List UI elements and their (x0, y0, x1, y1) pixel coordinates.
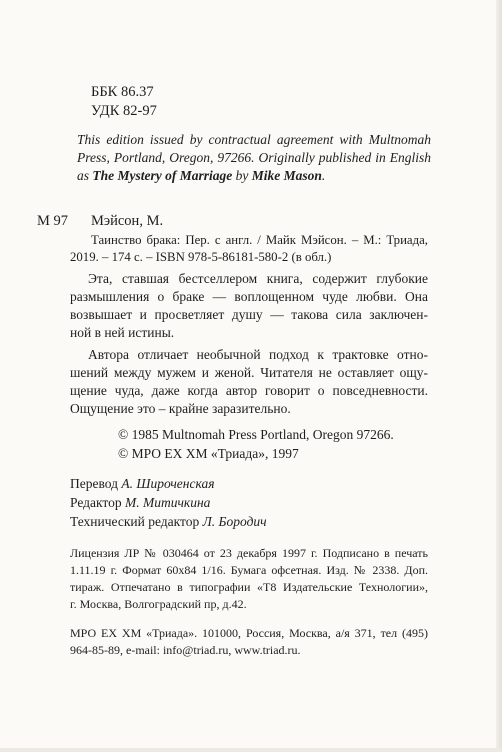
bbk-code: ББК 86.37 (91, 84, 154, 100)
annotation-p2-line-1: Автора отличает необычной подход к трактовке отно- (88, 347, 428, 362)
annotation-p1-line-1: Эта, ставшая бестселлером книга, содержит глубокие (88, 271, 428, 286)
catalog-description-line-1: Таинство брака: Пер. с англ. / Майк Мэйсон. – М.: Триада, (91, 233, 428, 247)
annotation-p2-line-3: щение чуда, даже когда автор говорит о повседневности. (70, 383, 428, 398)
credit-role: Технический редактор (70, 514, 203, 529)
copyright-translation: © МРО ЕХ ХМ «Триада», 1997 (118, 446, 299, 461)
udk-code: УДК 82-97 (91, 103, 157, 119)
edition-note-line-2: Press, Portland, Oregon, 97266. Originally published in English (77, 150, 431, 165)
annotation-p1-line-4: ной в ней истины. (70, 325, 175, 340)
credit-name: А. Широченская (121, 476, 215, 491)
credit-name: Л. Бородич (202, 514, 267, 529)
license-line-4: г. Москва, Волгоградский пр, д.42. (70, 597, 247, 611)
edition-note-by: by (232, 168, 252, 183)
credit-name: М. Митичкина (124, 495, 211, 510)
annotation-p2-line-2: шений между мужем и женой. Читателя не оставляет ощу- (70, 365, 428, 380)
annotation-p2-line-4: Ощущение это – крайне заразительно. (70, 401, 291, 416)
publisher-line-2: 964-85-89, e-mail: info@triad.ru, www.triad.ru. (70, 643, 301, 657)
credit-editor (70, 495, 210, 511)
annotation-p1-line-3: возвышает и просветляет душу — такова сила заключен- (70, 307, 428, 322)
catalog-description-line-2: 2019. – 174 с. – ISBN 978-5-86181-580-2 (в обл.) (70, 250, 332, 264)
edition-note-line-1: This edition issued by contractual agreement with Multnomah (77, 132, 431, 147)
page-bottom-edge (0, 748, 502, 752)
credit-technical-editor (70, 514, 267, 530)
license-line-3: тираж. Отпечатано в типографии «Т8 Издательские Технологии», (70, 580, 428, 594)
edition-note-prefix: as (77, 168, 93, 183)
edition-note-line-3 (77, 168, 325, 184)
annotation-p1-line-2: размышления о браке — воплощенном чуде любви. Она (70, 289, 428, 304)
license-line-1: Лицензия ЛР № 030464 от 23 декабря 1997 г. Подписано в печать (70, 546, 428, 560)
catalog-author: Мэйсон, М. (91, 213, 164, 229)
original-title: The Mystery of Marriage (92, 168, 233, 183)
catalog-code: М 97 (37, 213, 69, 229)
copyright-original: © 1985 Multnomah Press Portland, Oregon 97266. (118, 427, 394, 442)
credit-role: Редактор (70, 495, 125, 510)
publisher-line-1: МРО ЕХ ХМ «Триада». 101000, Россия, Москва, а/я 371, тел (495) (70, 626, 428, 640)
original-author: Mike Mason (251, 168, 322, 183)
page-edge-shadow (496, 0, 502, 752)
credit-translator (70, 476, 214, 492)
edition-note-suffix: . (321, 168, 326, 183)
license-line-2: 1.11.19 г. Формат 60х84 1/16. Бумага офсетная. Изд. № 2338. Доп. (70, 563, 428, 577)
credit-role: Перевод (70, 476, 122, 491)
